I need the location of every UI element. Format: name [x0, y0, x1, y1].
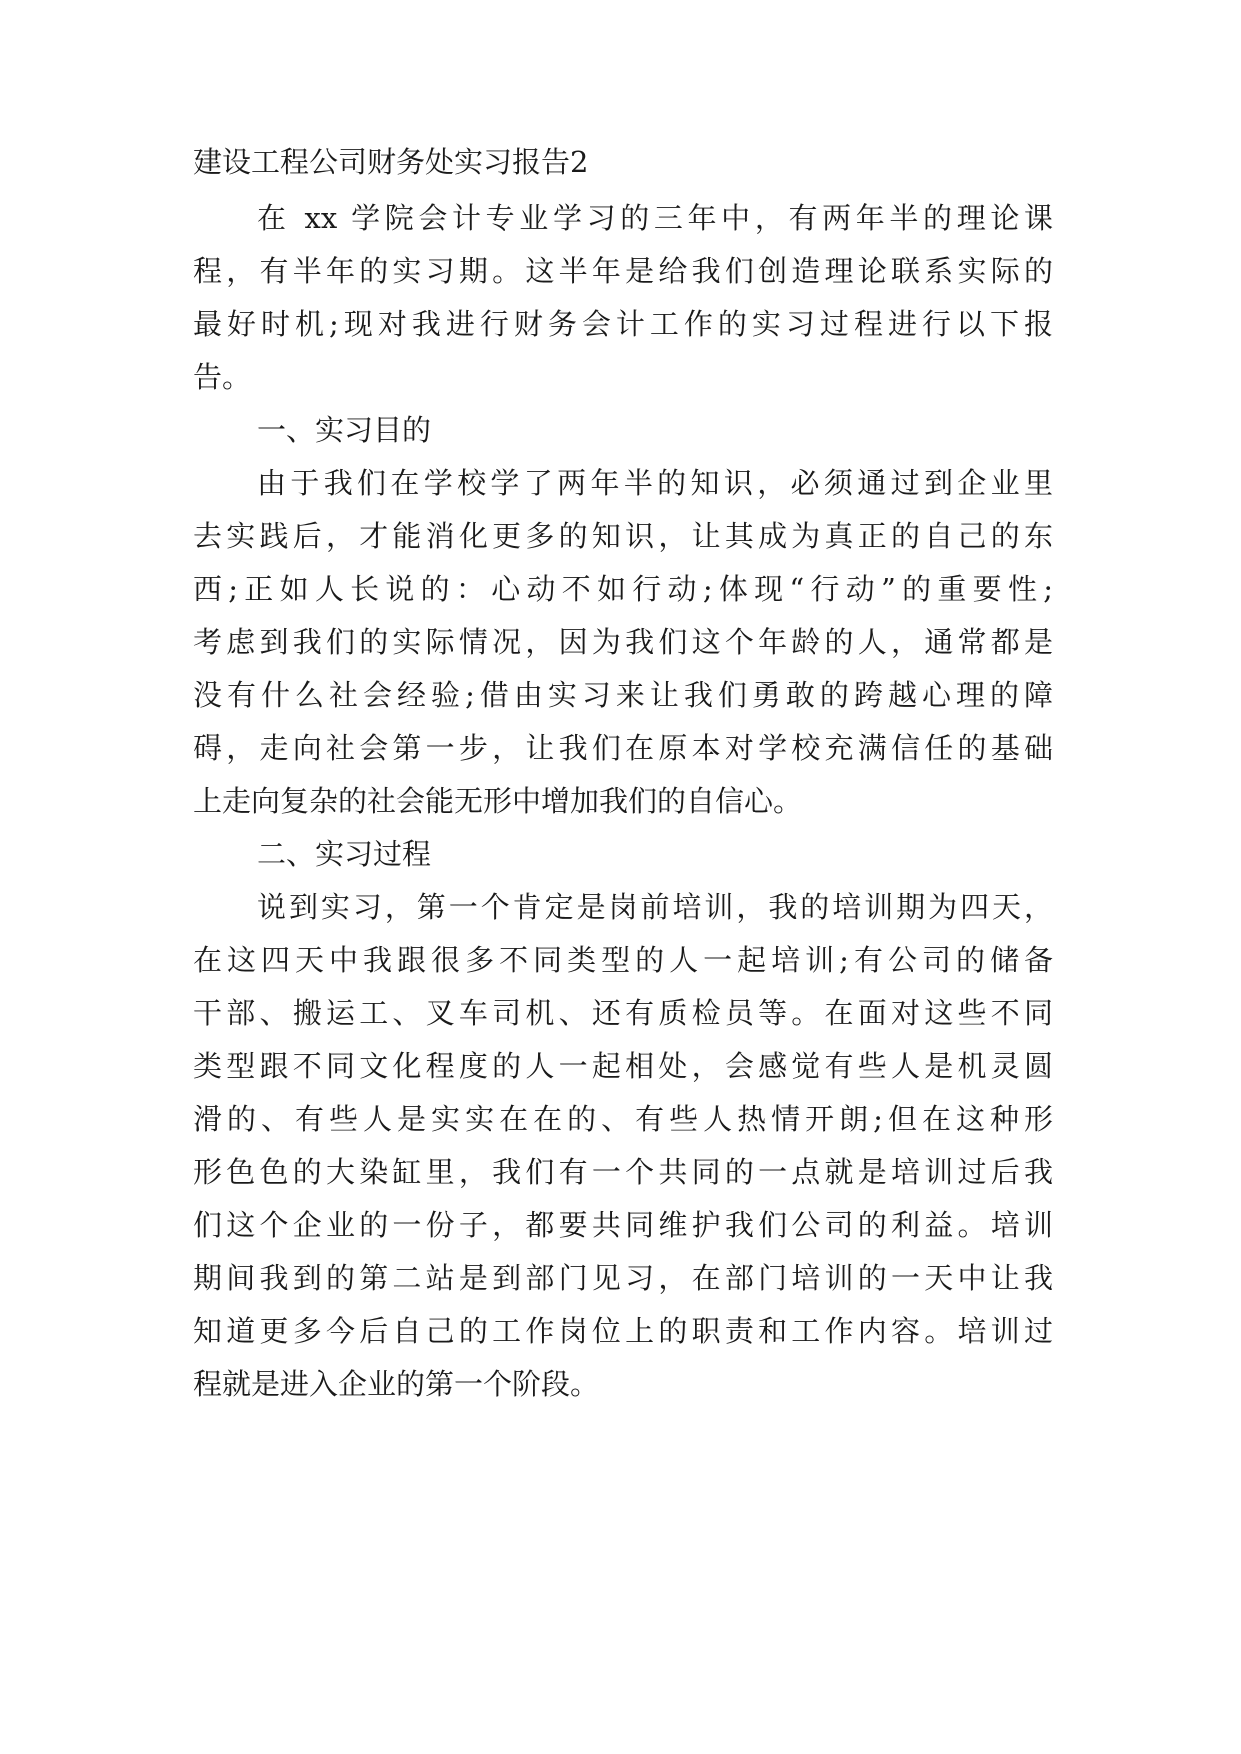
section2-line-10: 程就是进入企业的第一个阶段。 [193, 1367, 600, 1401]
section1-heading: 一、实习目的 [257, 413, 432, 447]
section2-line-7: 们这个企业的一份子，都要共同维护我们公司的利益。培训 [193, 1208, 1053, 1242]
section1-line-6: 碍，走向社会第一步，让我们在原本对学校充满信任的基础 [193, 731, 1053, 765]
intro-line-2: 程，有半年的实习期。这半年是给我们创造理论联系实际的 [193, 254, 1053, 288]
section2-line-1: 说到实习，第一个肯定是岗前培训，我的培训期为四天， [257, 890, 1053, 924]
section2-heading: 二、实习过程 [257, 837, 432, 871]
intro-line-4: 告。 [193, 360, 252, 394]
section2-line-9: 知道更多今后自己的工作岗位上的职责和工作内容。培训过 [193, 1314, 1053, 1348]
section2-line-6: 形色色的大染缸里，我们有一个共同的一点就是培训过后我 [193, 1155, 1053, 1189]
section1-line-3: 西;正如人长说的：心动不如行动;体现“行动”的重要性; [193, 572, 1053, 606]
section2-line-8: 期间我到的第二站是到部门见习，在部门培训的一天中让我 [193, 1261, 1053, 1295]
section2-line-4: 类型跟不同文化程度的人一起相处，会感觉有些人是机灵圆 [193, 1049, 1053, 1083]
section1-line-7: 上走向复杂的社会能无形中增加我们的自信心。 [193, 784, 803, 818]
section1-line-1: 由于我们在学校学了两年半的知识，必须通过到企业里 [257, 466, 1053, 500]
section1-line-2: 去实践后，才能消化更多的知识，让其成为真正的自己的东 [193, 519, 1053, 553]
intro-line-1: 在 xx 学院会计专业学习的三年中，有两年半的理论课 [257, 201, 1053, 235]
document-title: 建设工程公司财务处实习报告2 [193, 145, 589, 179]
intro-line-3: 最好时机;现对我进行财务会计工作的实习过程进行以下报 [193, 307, 1053, 341]
section1-line-5: 没有什么社会经验;借由实习来让我们勇敢的跨越心理的障 [193, 678, 1053, 712]
section2-line-2: 在这四天中我跟很多不同类型的人一起培训;有公司的储备 [193, 943, 1053, 977]
section2-line-3: 干部、搬运工、叉车司机、还有质检员等。在面对这些不同 [193, 996, 1053, 1030]
section2-line-5: 滑的、有些人是实实在在的、有些人热情开朗;但在这种形 [193, 1102, 1053, 1136]
section1-line-4: 考虑到我们的实际情况，因为我们这个年龄的人，通常都是 [193, 625, 1053, 659]
